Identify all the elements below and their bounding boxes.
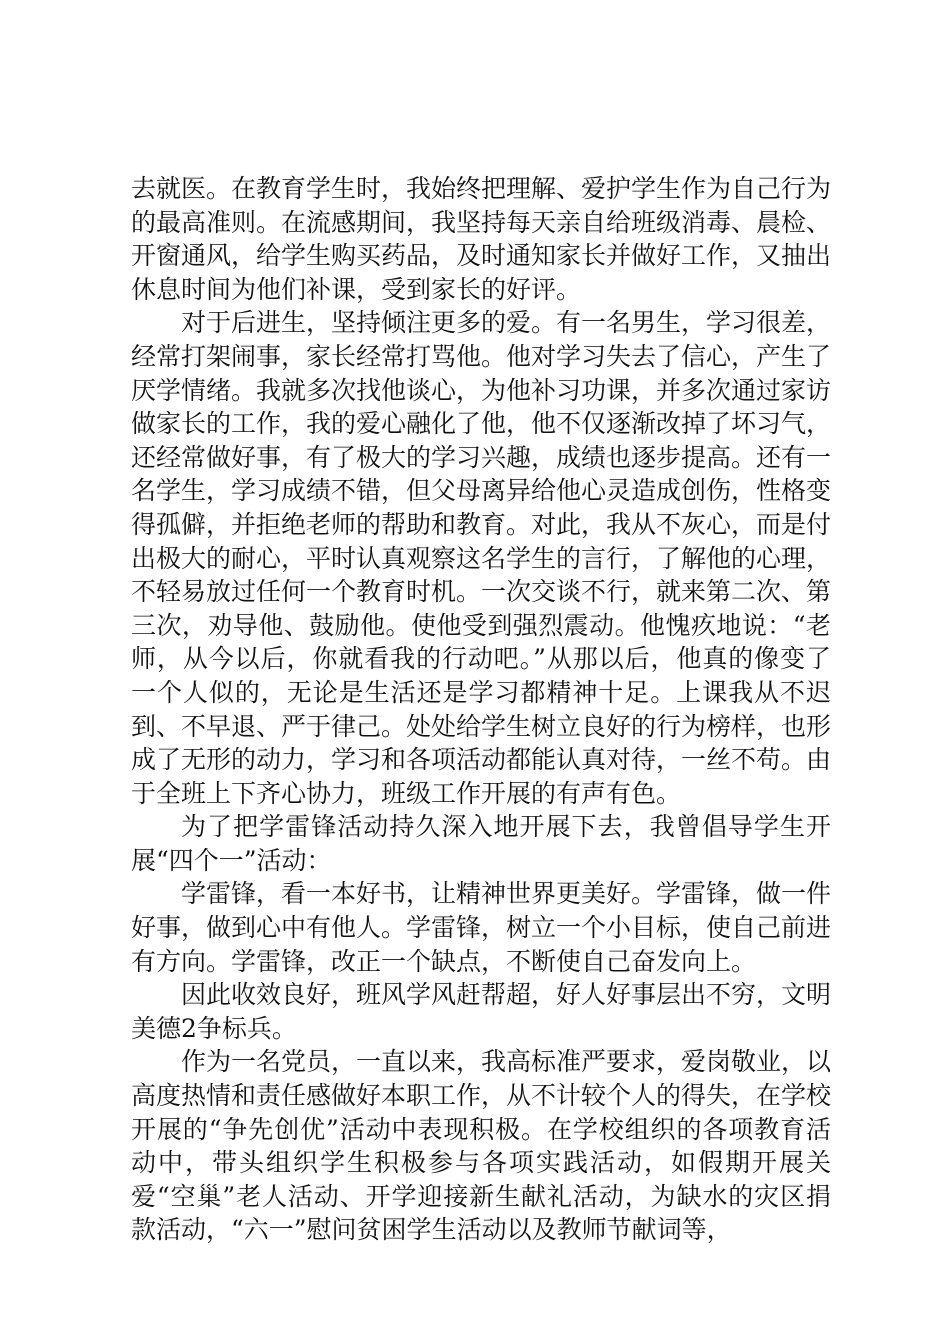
paragraph-four-ones: 学雷锋，看一本好书，让精神世界更美好。学雷锋，做一件好事，做到心中有他人。学雷锋，树立一个小目标，使自己前进有方向。学雷锋，改正一个缺点，不断使自己奋发向上。: [131, 879, 832, 976]
body-text: [131, 172, 831, 1247]
paragraph-continuation: 去就医。在教育学生时，我始终把理解、爱护学生作为自己行为的最高准则。在流感期间，我坚持每天亲自给班级消毒、晨检、开窗通风，给学生购买药品，及时通知家长并做好工作，又抽出休息时间为他们补课，受到家长的好评。: [131, 174, 832, 304]
paragraph-leifeng-intro: 为了把学雷锋活动持久深入地开展下去，我曾倡导学生开展“四个一”活动：: [131, 812, 831, 875]
paragraph-party-member: 作为一名党员，一直以来，我高标准严要求，爱岗敬业，以高度热情和责任感做好本职工作，从不计较个人的得失，在学校开展的“争先创优”活动中表现积极。在学校组织的各项教育活动中，带头组织学生积极参与各项实践活动，如假期开展关爱“空巢”老人活动、开学迎接新生献礼活动，为缺水的灾区捐款活动，“六一”慰问贫困学生活动以及教师节献词等，: [131, 1047, 832, 1245]
paragraph-underachiever-care: 对于后进生，坚持倾注更多的爱。有一名男生，学习很差，经常打架闹事，家长经常打骂他。他对学习失去了信心，产生了厌学情绪。我就多次找他谈心，为他补习功课，并多次通过家访做家长的工作，我的爱心融化了他，他不仅逐渐改掉了坏习气，还经常做好事，有了极大的学习兴趣，成绩也逐步提高。还有一名学生，学习成绩不错，但父母离异给他心灵造成创伤，性格变得孤僻，并拒绝老师的帮助和教育。对此，我从不灰心，而是付出极大的耐心，平时认真观察这名学生的言行，了解他的心理，不轻易放过任何一个教育时机。一次交谈不行，就来第二次、第三次，劝导他、鼓励他。使他受到强烈震动。他愧疚地说：“老师，从今以后，你就看我的行动吧。”从那以后，他真的像变了一个人似的，无论是生活还是学习都精神十足。上课我从不迟到、不早退、严于律己。处处给学生树立良好的行为榜样，也形成了无形的动力，学习和各项活动都能认真对待，一丝不苟。由于全班上下齐心协力，班级工作开展的有声有色。: [131, 308, 832, 808]
paragraph-results: 因此收效良好，班风学风赶帮超，好人好事层出不穷，文明美德2争标兵。: [131, 980, 832, 1043]
